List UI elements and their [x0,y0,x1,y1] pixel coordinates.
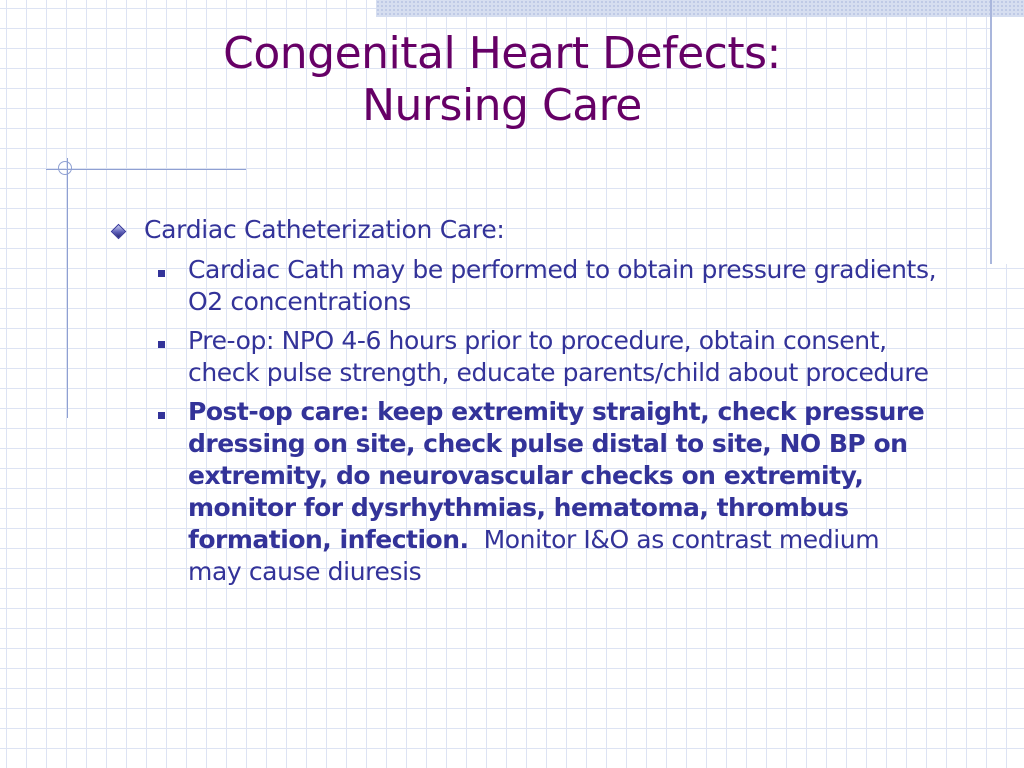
decorative-right-band [990,0,1024,264]
square-bullet-icon [158,341,165,348]
slide-body [108,214,988,595]
decorative-corner-ring [58,161,72,175]
slide-title-line-2: Nursing Care [362,80,642,131]
sub-bullet-text: Pre-op: NPO 4-6 hours prior to procedure, obtain consent, check pulse strength, educate parents/child about procedure [188,326,929,387]
slide-title [100,28,904,132]
decorative-vertical-rule [67,158,68,418]
square-bullet-icon [158,412,165,419]
sub-bullet-list [108,254,938,588]
sub-bullet-pre-op [108,325,938,389]
post-op-bold-text: Post-op care: keep extremity straight, check pressure dressing on site, check pulse distal to site, NO BP on extremity, do neurovascular checks on extremity, monitor for dysrhythmias, hematoma, thrombus formation, infection. [188,397,925,554]
slide-title-line-1: Congenital Heart Defects: [223,28,781,79]
sub-bullet-text: Cardiac Cath may be performed to obtain pressure gradients, O2 concentrations [188,255,937,316]
post-op-regular-text: Monitor I&O as contrast medium may cause diuresis [188,525,880,586]
decorative-horizontal-rule [46,169,246,170]
bullet-text: Cardiac Catheterization Care: [144,215,505,244]
square-bullet-icon [158,270,165,277]
diamond-bullet-icon [111,224,127,240]
sub-bullet-cath-purpose [108,254,938,318]
bullet-cardiac-catheterization [108,214,988,246]
decorative-top-band [376,0,1024,17]
sub-bullet-post-op [108,396,938,588]
